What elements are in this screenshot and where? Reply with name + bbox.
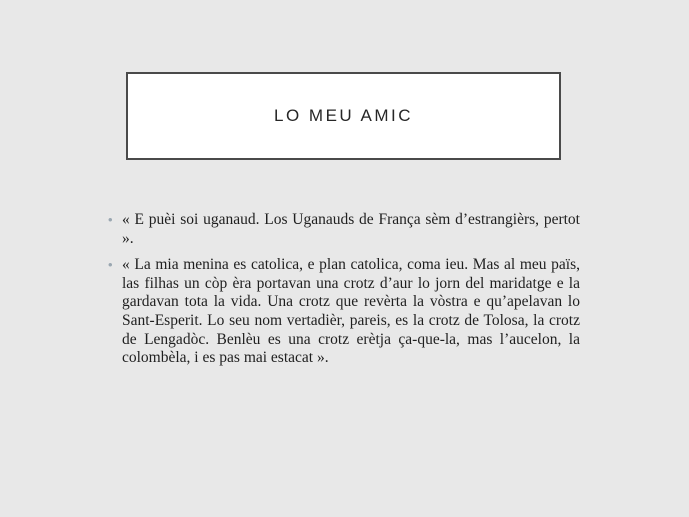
title-box	[126, 72, 561, 160]
bullet-marker-icon: •	[108, 257, 113, 273]
bullet-marker-icon: •	[108, 212, 113, 227]
bullet-text: « La mia menina es catolica, e plan catolica, coma ieu. Mas al meu païs, las filhas un còp èra portavan una crotz d’aur lo jorn del maridatge e la gardavan tota la vida. Una crotz que revèrta la vòstra e qu’apelavan lo Sant-Esperit. Lo seu nom vertadièr, pareis, es la crotz de Tolosa, la crotz de Lengadòc. Benlèu es una crotz erètja ça-que-la, mas l’aucelon, la colombèla, i es pas mai estacat ».	[122, 256, 580, 367]
slide-content	[108, 211, 580, 376]
slide-title: LO MEU AMIC	[274, 106, 413, 125]
bullet-text: « E puèi soi uganaud. Los Uganauds de França sèm d’estrangièrs, pertot ».	[122, 211, 580, 247]
bullet-item	[108, 211, 580, 248]
bullet-item	[108, 256, 580, 368]
